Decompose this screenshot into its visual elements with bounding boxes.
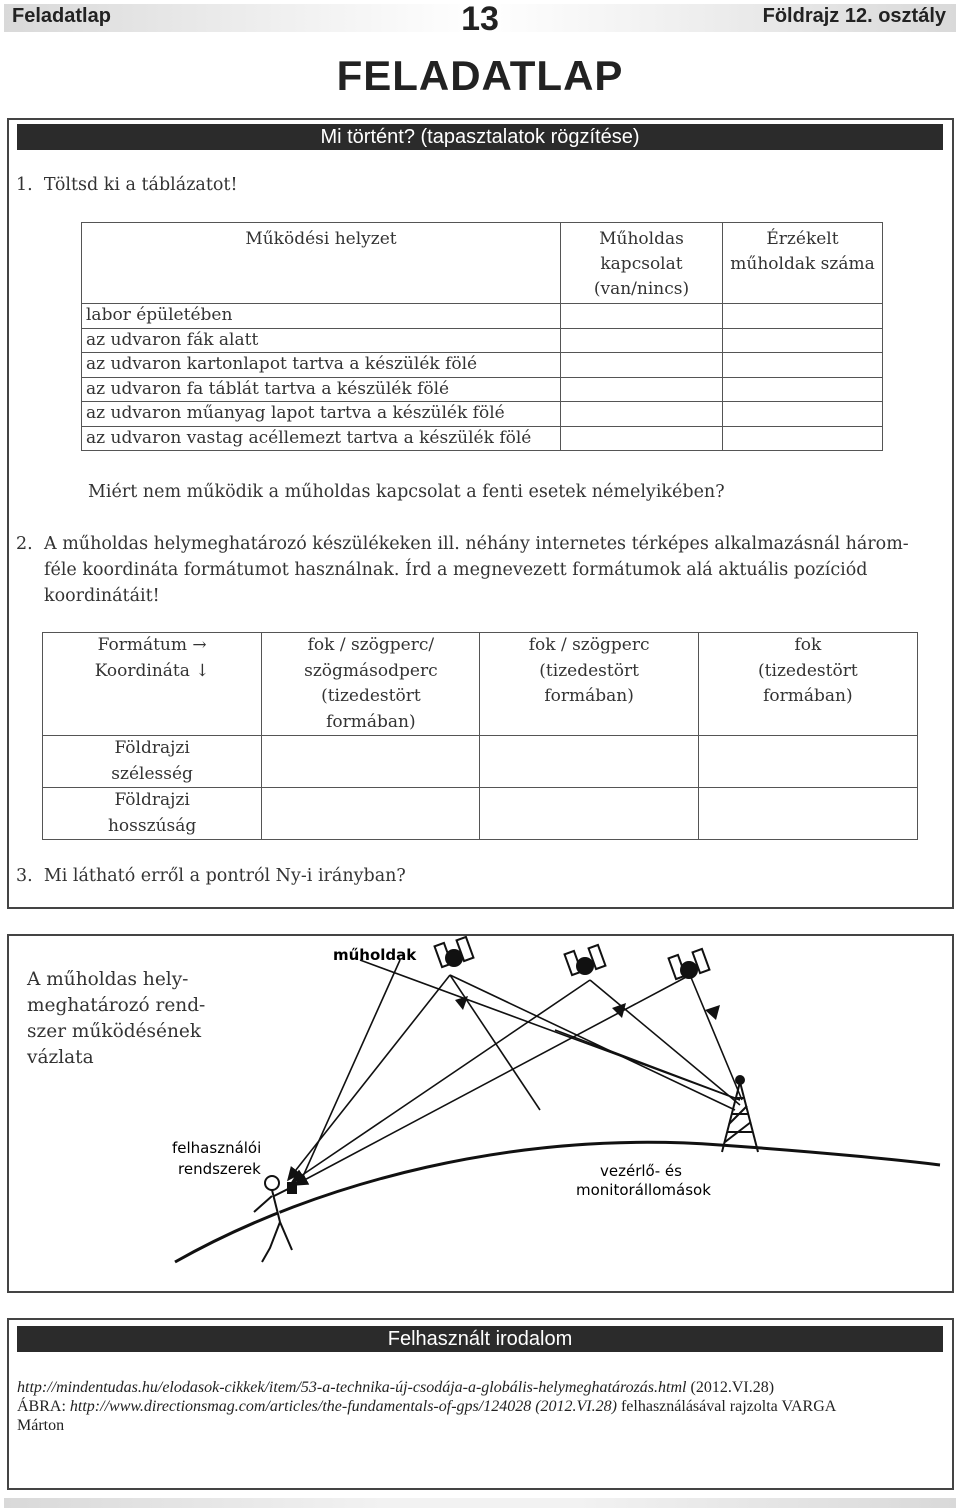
control-label-line: vezérlő- és — [600, 1162, 682, 1180]
row-text: Földrajzi — [114, 738, 190, 758]
footer-bar — [4, 1498, 956, 1508]
reference-line: Márton — [17, 1417, 65, 1434]
reference-line — [17, 1378, 942, 1397]
table-header-satellite-count: Érzékelt műholdak száma — [722, 223, 882, 304]
row-label: az udvaron fák alatt — [82, 328, 561, 353]
satellite-icon — [565, 945, 606, 975]
page-title: FELADATLAP — [336, 52, 624, 99]
question-2-number: 2. — [16, 534, 33, 554]
references-text — [17, 1378, 942, 1435]
satellite-icon — [435, 937, 474, 967]
row-label: az udvaron műanyag lapot tartva a készülék fölé — [82, 402, 561, 427]
table-header-connection: Műholdas kapcsolat (van/nincs) — [560, 223, 722, 304]
header-text: formában) — [326, 711, 416, 732]
header-text: (tizedestört — [758, 660, 858, 681]
question-2-line: féle koordináta formátumot használnak. Írd a megnevezett formátumok alá aktuális pozíciód — [44, 560, 868, 580]
caption-line: szer működésének — [27, 1021, 202, 1042]
row-text: Földrajzi — [114, 790, 190, 810]
satellite-icon — [669, 949, 710, 979]
header-text: szögmásodperc — [304, 660, 438, 681]
row-text: szélesség — [111, 763, 193, 784]
row-label: az udvaron vastag acéllemezt tartva a készülék fölé — [82, 426, 561, 451]
header-left-label: Feladatlap — [12, 5, 111, 27]
tower-icon — [722, 1076, 758, 1152]
header-text: formában) — [544, 686, 634, 706]
caption-line: vázlata — [27, 1047, 94, 1068]
header-text: fok / szögperc/ — [307, 635, 435, 655]
page-number: 13 — [461, 0, 499, 38]
row-label: az udvaron kartonlapot tartva a készülék fölé — [82, 353, 561, 378]
header-text: (tizedestört — [539, 660, 639, 681]
references-title-bar: Felhasznált irodalom — [17, 1326, 943, 1352]
caption-line: A műholdas hely- — [27, 969, 189, 990]
header-text: (tizedestört — [321, 686, 421, 706]
coordinate-label: Koordináta ↓ — [94, 660, 210, 681]
users-label-line: felhasználói — [172, 1139, 262, 1157]
header-text: fok / szögperc — [528, 635, 650, 655]
header-text: formában) — [763, 686, 853, 706]
reference-line — [17, 1397, 942, 1416]
users-label-line: rendszerek — [178, 1160, 261, 1178]
reference-prefix: ÁBRA: — [17, 1398, 70, 1415]
satellites-label: műholdak — [333, 946, 417, 964]
reference-date: (2012.VI.28) — [686, 1379, 775, 1396]
reference-link[interactable]: http://www.directionsmag.com/articles/the-fundamentals-of-gps/124028 (2012.VI.28) — [69, 1398, 617, 1415]
caption-line: meghatározó rend- — [27, 995, 206, 1016]
table-header-situation: Működési helyzet — [82, 223, 561, 304]
reference-suffix: felhasználásával rajzolta VARGA — [616, 1398, 837, 1415]
format-label: Formátum → — [97, 635, 207, 655]
question-2-line: koordinátáit! — [44, 586, 160, 606]
row-label: labor épületében — [82, 304, 561, 329]
header-text: fok — [794, 635, 822, 655]
control-label-line: monitorállomások — [576, 1181, 711, 1199]
question-2-line: A műholdas helymeghatározó készülékeken ill. néhány internetes térképes alkalmazásnál három- — [44, 534, 909, 554]
header-right-label: Földrajz 12. osztály — [762, 5, 946, 27]
row-label: az udvaron fa táblát tartva a készülék fölé — [82, 377, 561, 402]
section-title-bar: Mi történt? (tapasztalatok rögzítése) — [17, 124, 943, 150]
why-question: Miért nem működik a műholdas kapcsolat a fenti esetek némelyikében? — [88, 482, 725, 502]
row-text: hosszúság — [107, 815, 197, 836]
question-1: 1. Töltsd ki a táblázatot! — [16, 175, 238, 195]
question-3: 3. Mi látható erről a pontról Ny-i irányban? — [16, 866, 406, 886]
reference-link[interactable]: http://mindentudas.hu/elodasok-cikkek/item/53-a-technika-új-csodája-a-globális-helymeghatározás.html — [17, 1379, 687, 1396]
